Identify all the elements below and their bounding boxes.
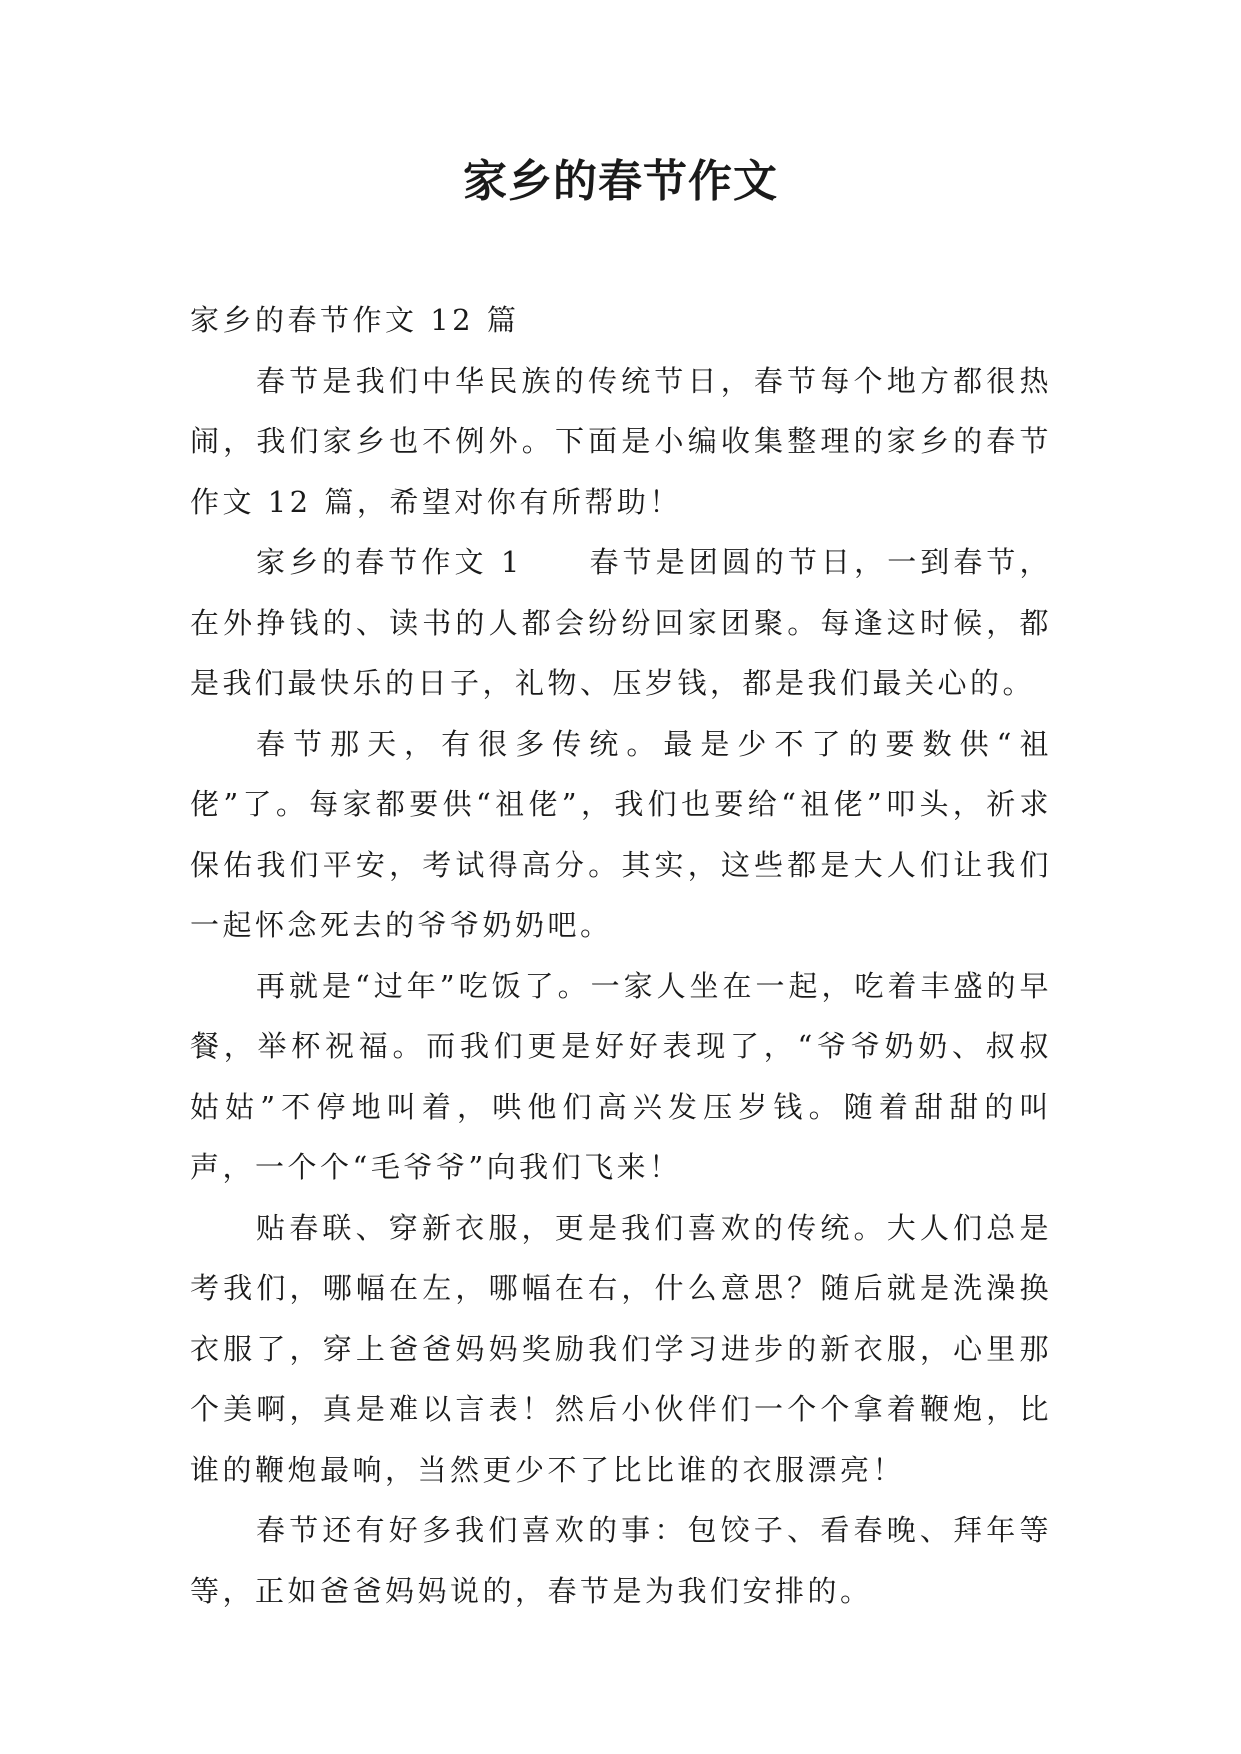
- paragraph-traditions: 春节那天，有很多传统。最是少不了的要数供“祖佬”了。每家都要供“祖佬”，我们也要给“祖佬”叩头，祈求保佑我们平安，考试得高分。其实，这些都是大人们让我们一起怀念死去的爷爷奶奶吧。: [190, 726, 1052, 942]
- page-title: 家乡的春节作文: [463, 156, 778, 207]
- paragraph-other-activities: 春节还有好多我们喜欢的事：包饺子、看春晚、拜年等等，正如爸爸妈妈说的，春节是为我们安排的。: [190, 1513, 1052, 1608]
- document-body: [190, 290, 1052, 1621]
- paragraph-essay-1-start: 家乡的春节作文 1 春节是团圆的节日，一到春节，在外挣钱的、读书的人都会纷纷回家团聚。每逢这时候，都是我们最快乐的日子，礼物、压岁钱，都是我们最关心的。: [190, 545, 1052, 700]
- paragraph-couplets-clothes: 贴春联、穿新衣服，更是我们喜欢的传统。大人们总是考我们，哪幅在左，哪幅在右，什么意思？随后就是洗澡换衣服了，穿上爸爸妈妈奖励我们学习进步的新衣服，心里那个美啊，真是难以言表！然后小伙伴们一个个拿着鞭炮，比谁的鞭炮最响，当然更少不了比比谁的衣服漂亮！: [190, 1210, 1052, 1487]
- paragraph-new-year-meal: 再就是“过年”吃饭了。一家人坐在一起，吃着丰盛的早餐，举杯祝福。而我们更是好好表现了，“爷爷奶奶、叔叔姑姑”不停地叫着，哄他们高兴发压岁钱。随着甜甜的叫声，一个个“毛爷爷”向我们飞来！: [190, 968, 1052, 1184]
- document-subtitle: 家乡的春节作文 12 篇: [190, 303, 520, 337]
- paragraph-intro: 春节是我们中华民族的传统节日，春节每个地方都很热闹，我们家乡也不例外。下面是小编收集整理的家乡的春节作文 12 篇，希望对你有所帮助！: [190, 363, 1052, 519]
